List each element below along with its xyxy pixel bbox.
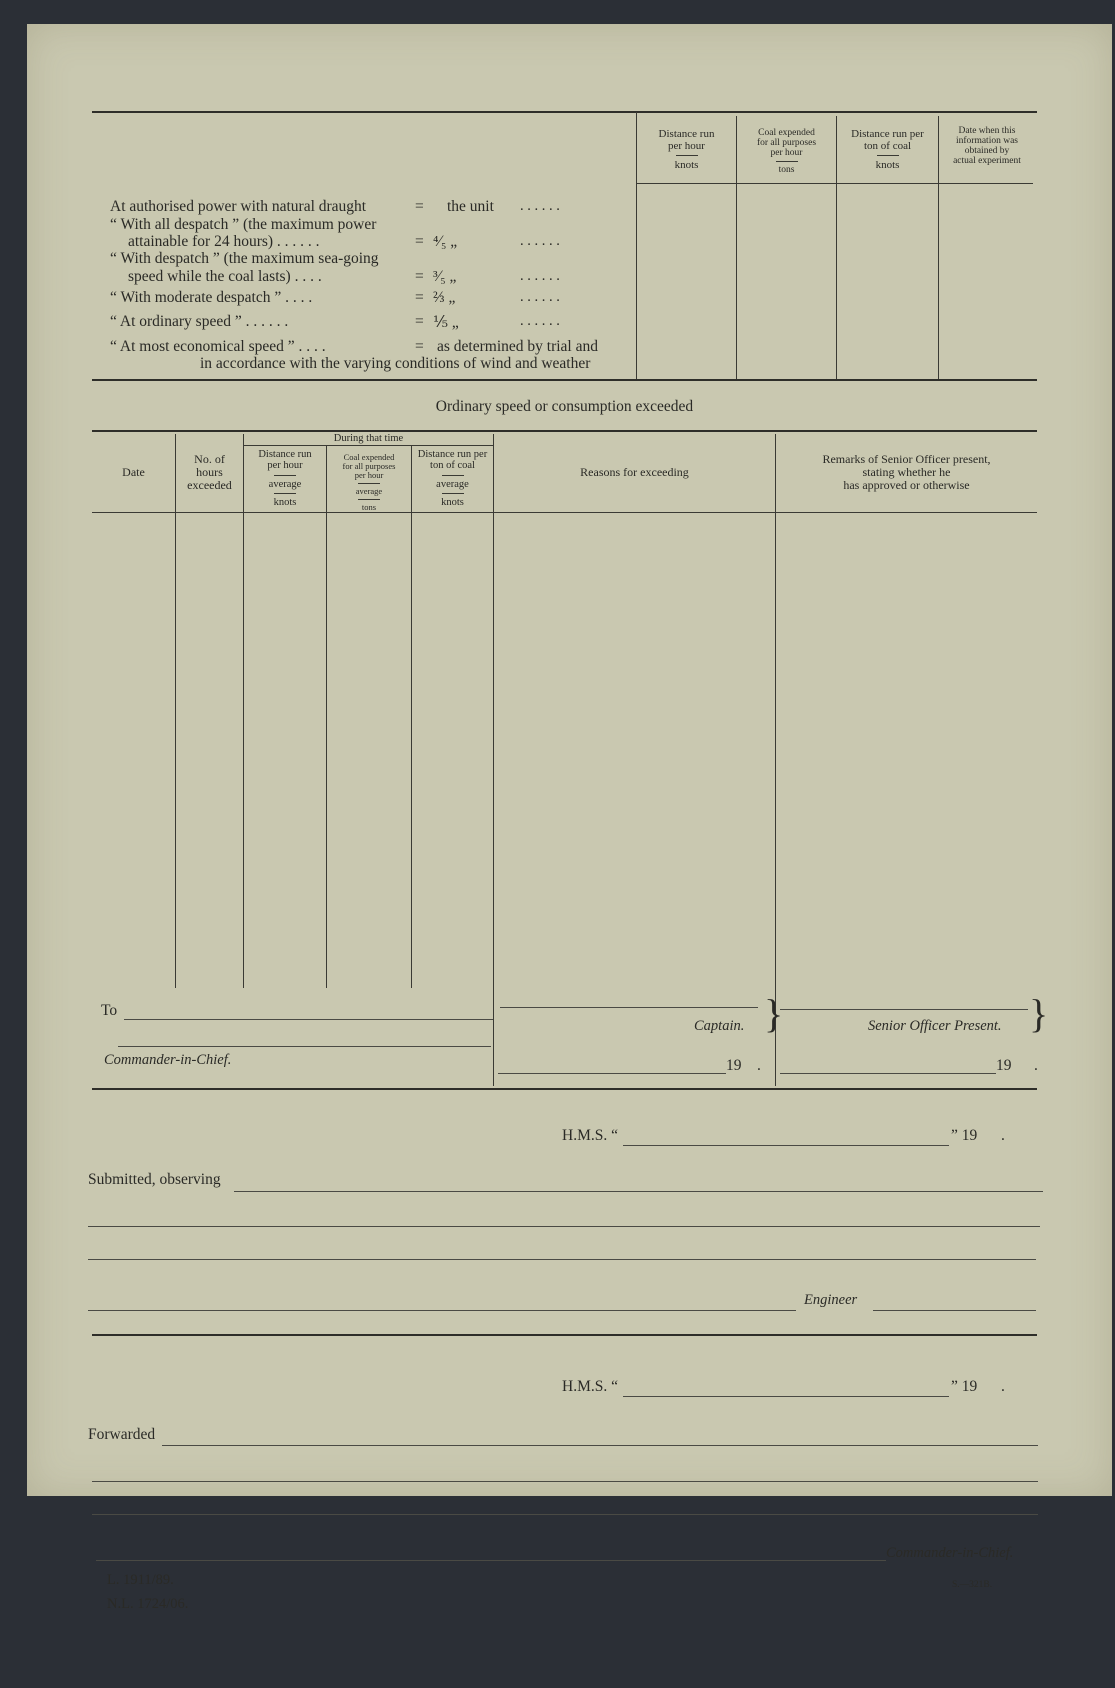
header-text: hours: [196, 465, 223, 479]
header-coal-expended: [737, 128, 836, 175]
row-value: ⁴⁄₅ „: [433, 233, 458, 250]
to-line-2[interactable]: [118, 1046, 491, 1047]
header-remarks: [776, 453, 1037, 492]
header-text: average: [268, 479, 302, 490]
header-avg-distance-per-ton: [412, 449, 493, 508]
forwarded-line-2[interactable]: [92, 1481, 1038, 1482]
section-title: Ordinary speed or consumption exceeded: [435, 398, 694, 415]
header-divider: [358, 499, 380, 500]
header-text: No. of: [194, 452, 225, 466]
captain-label: Captain.: [694, 1018, 745, 1034]
engineer-signature-line[interactable]: [873, 1310, 1036, 1311]
header-divider: [676, 155, 698, 156]
header-unit: knots: [875, 159, 900, 171]
lower-table-bottom-rule: [92, 1088, 1037, 1090]
to-line[interactable]: [124, 1019, 493, 1020]
row-ordinary-speed: “ At ordinary speed ” . . . . . .: [110, 313, 289, 330]
row-eq: =: [415, 338, 424, 355]
forwarded-line-3[interactable]: [92, 1514, 1038, 1515]
hms-close-dot: .: [1001, 1127, 1005, 1144]
row-moderate-despatch: “ With moderate despatch ” . . . .: [110, 289, 313, 306]
captain-year: 19: [726, 1057, 742, 1074]
header-date: Date: [122, 465, 145, 479]
senior-officer-label: Senior Officer Present.: [868, 1018, 1002, 1034]
senior-officer-signature-line[interactable]: [780, 1009, 1028, 1010]
top-table-bottom-rule: [92, 379, 1037, 381]
row-value: ⅕ „: [433, 314, 459, 331]
form-number: S.—321B.: [952, 1580, 993, 1590]
header-unit: tons: [778, 165, 795, 175]
row-eq: =: [415, 289, 424, 306]
header-text: Coal expended: [758, 128, 815, 138]
submitted-line[interactable]: [234, 1191, 1043, 1192]
col-divider: [411, 446, 412, 988]
row-value: the unit: [447, 198, 494, 215]
row-dots: . . . . . .: [520, 313, 560, 329]
header-avg-distance: [244, 449, 326, 508]
header-text: per hour: [770, 148, 803, 158]
captain-year-dot: .: [757, 1057, 761, 1074]
header-text: actual experiment: [953, 156, 1021, 166]
header-text: Coal expended: [343, 452, 395, 462]
header-unit: knots: [441, 497, 464, 508]
hms-block-rule: [92, 1334, 1037, 1336]
header-text: per hour: [668, 140, 705, 152]
row-dots: . . . . . .: [520, 268, 560, 284]
submitted-label: Submitted, observing: [88, 1171, 221, 1188]
header-text: per hour: [354, 470, 384, 480]
lower-table-header-rule: [92, 512, 1037, 513]
header-text: average: [355, 486, 383, 496]
row-economical-speed: “ At most economical speed ” . . . .: [110, 338, 326, 355]
senior-officer-date-line[interactable]: [780, 1073, 996, 1074]
hms-close-dot: .: [1001, 1378, 1005, 1395]
header-text: ton of coal: [430, 460, 475, 471]
header-text: ton of coal: [863, 140, 912, 152]
senior-officer-year: 19: [996, 1057, 1012, 1074]
forwarded-label: Forwarded: [88, 1426, 156, 1443]
reference-number: N.L. 1724/06.: [107, 1596, 189, 1612]
row-value: as determined by trial and: [437, 338, 598, 355]
row-value: ³⁄₅ „: [433, 268, 457, 285]
header-text: information was: [955, 136, 1018, 146]
top-header-rule: [637, 183, 1033, 184]
commander-in-chief-label: Commander-in-Chief.: [886, 1545, 1014, 1561]
header-text: Date when this: [958, 126, 1016, 136]
header-text: for all purposes: [756, 138, 817, 148]
header-text: exceeded: [187, 478, 232, 492]
col-divider: [243, 434, 244, 988]
header-unit: knots: [273, 497, 297, 508]
header-date-obtained: [939, 126, 1035, 166]
header-distance-per-ton: [837, 128, 938, 171]
row-dots: . . . . . .: [520, 198, 560, 214]
forwarded-line[interactable]: [162, 1445, 1038, 1446]
header-text: obtained by: [964, 146, 1010, 156]
header-text: average: [436, 479, 469, 490]
header-divider: [442, 475, 464, 476]
header-divider: [274, 475, 296, 476]
row-eq: =: [415, 313, 424, 330]
row-dots: . . . . . .: [520, 289, 560, 305]
header-reasons: Reasons for exceeding: [580, 465, 689, 479]
header-text: stating whether he: [862, 465, 951, 479]
top-rule: [92, 111, 1037, 113]
row-value: ⅔ „: [433, 289, 456, 306]
header-avg-coal: [327, 453, 411, 512]
header-divider: [358, 483, 380, 484]
brace-icon: }: [1029, 991, 1049, 1036]
header-text: Distance run: [258, 449, 312, 460]
during-rule: [244, 445, 493, 446]
hms-label: H.M.S. “: [562, 1127, 618, 1144]
header-text: for all purposes: [342, 461, 396, 471]
captain-date-line[interactable]: [498, 1073, 726, 1074]
header-divider: [877, 155, 899, 156]
engineer-label: Engineer: [804, 1292, 858, 1308]
submitted-line-2[interactable]: [88, 1226, 1040, 1227]
header-unit: knots: [674, 159, 699, 171]
row-authorised-power: At authorised power with natural draught: [110, 198, 367, 215]
hms-close: ” 19: [951, 1127, 978, 1144]
header-hours-exceeded: [176, 453, 243, 492]
header-divider: [274, 493, 296, 494]
col-divider: [326, 446, 327, 988]
row-all-despatch-cont: attainable for 24 hours) . . . . . .: [128, 233, 320, 250]
col-divider: [775, 434, 776, 1086]
row-economical-cont: in accordance with the varying conditions of wind and weather: [200, 355, 591, 372]
row-eq: =: [415, 268, 424, 285]
submitted-line-3[interactable]: [88, 1259, 1036, 1260]
header-text: per hour: [267, 460, 303, 471]
col-divider: [493, 434, 494, 1086]
row-dots: . . . . . .: [520, 233, 560, 249]
header-distance-run: [637, 128, 736, 171]
ship-name-line[interactable]: [623, 1396, 949, 1397]
col-divider: [175, 434, 176, 988]
header-divider: [776, 161, 798, 162]
header-divider: [442, 493, 464, 494]
header-text: Distance run: [658, 128, 715, 140]
row-all-despatch: “ With all despatch ” (the maximum power: [110, 216, 377, 233]
hms-label: H.M.S. “: [562, 1378, 618, 1395]
brace-icon: }: [764, 991, 784, 1036]
header-text: Distance run per: [851, 128, 924, 140]
lower-table-top-rule: [92, 430, 1037, 432]
header-during-that-time: During that time: [333, 433, 404, 444]
commander-in-chief-label: Commander-in-Chief.: [104, 1052, 232, 1068]
header-unit: tons: [361, 502, 377, 512]
header-text: has approved or otherwise: [843, 478, 970, 492]
header-text: Distance run per: [417, 449, 488, 460]
header-text: Remarks of Senior Officer present,: [822, 452, 991, 466]
submitted-line-4[interactable]: [88, 1310, 796, 1311]
to-label: To: [101, 1002, 118, 1019]
senior-officer-year-dot: .: [1034, 1057, 1038, 1074]
row-eq: =: [415, 198, 424, 215]
reference-number: L. 1911/89.: [107, 1572, 174, 1588]
forwarded-line-4[interactable]: [96, 1560, 886, 1561]
row-despatch-cont: speed while the coal lasts) . . . .: [128, 268, 322, 285]
row-despatch: “ With despatch ” (the maximum sea-going: [110, 250, 379, 267]
ship-name-line[interactable]: [623, 1145, 949, 1146]
row-eq: =: [415, 233, 424, 250]
hms-close: ” 19: [951, 1378, 978, 1395]
captain-signature-line[interactable]: [500, 1007, 758, 1008]
